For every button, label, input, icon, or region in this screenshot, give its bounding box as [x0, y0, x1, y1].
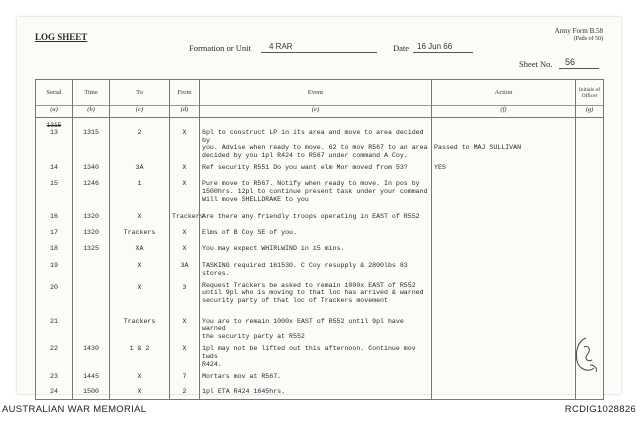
serial-cell: 21 — [36, 312, 73, 341]
serial-value: 13 — [50, 129, 58, 136]
col-letter-g: (g) — [576, 106, 604, 118]
time-cell — [73, 278, 110, 312]
action-cell — [432, 225, 576, 241]
from-cell: X — [170, 241, 200, 257]
time-cell: 1430 — [73, 340, 110, 368]
initials-cell — [576, 159, 604, 177]
col-from-header: From — [170, 80, 200, 106]
to-cell: 2 — [110, 118, 170, 160]
table-row — [36, 159, 604, 177]
table-row — [36, 209, 604, 225]
serial-cell: 16 — [36, 209, 73, 225]
table-row — [36, 312, 604, 341]
to-cell: XA — [110, 241, 170, 257]
col-event-header: Event — [200, 80, 432, 106]
table-row — [36, 384, 604, 399]
time-cell: 1500 — [73, 384, 110, 399]
time-cell — [73, 257, 110, 277]
serial-cell: 15 — [36, 177, 73, 209]
formation-value: 4 RAR — [269, 42, 293, 51]
to-cell: X — [110, 384, 170, 399]
time-cell: 1315 — [73, 118, 110, 160]
column-letter-row — [36, 106, 604, 118]
action-cell: YES — [432, 159, 576, 177]
log-sheet-title: LOG SHEET — [35, 32, 88, 42]
initials-cell — [576, 225, 604, 241]
struck-serial: 1315 — [46, 122, 62, 129]
serial-cell: 14 — [36, 159, 73, 177]
time-cell: 1320 — [73, 225, 110, 241]
archive-reference-id: RCDIG1028826 — [564, 404, 636, 415]
action-cell — [432, 177, 576, 209]
from-cell: 2 — [170, 384, 200, 399]
col-letter-b: (b) — [73, 106, 110, 118]
to-cell: X — [110, 209, 170, 225]
event-cell: TASKING required 161530. C Coy resupply & 2800lbs 83 stores. — [200, 257, 432, 277]
col-serial-header: Serial — [36, 80, 73, 106]
time-cell: 1320 — [73, 209, 110, 225]
event-cell: Are there any friendly troops operating in EAST of R552 — [200, 209, 432, 225]
col-initials-header: Initials of Officer — [576, 80, 604, 106]
from-cell: X — [170, 225, 200, 241]
col-letter-e: (e) — [200, 106, 432, 118]
table-row — [36, 225, 604, 241]
from-cell: 7 — [170, 368, 200, 384]
col-letter-d: (d) — [170, 106, 200, 118]
table-row — [36, 368, 604, 384]
event-cell: 6pl to construct LP in its area and move to area decided by you. Advise when ready to move. 62 to mov R567 to an area decided by you 1pl R424 to R567 under command A Coy. — [200, 118, 432, 160]
log-sheet-page — [17, 17, 621, 394]
serial-cell: 20 — [36, 278, 73, 312]
to-cell: Trackers — [110, 225, 170, 241]
table-row — [36, 257, 604, 277]
initials-cell — [576, 384, 604, 399]
to-cell: 3A — [110, 159, 170, 177]
action-cell — [432, 257, 576, 277]
time-cell: 1340 — [73, 159, 110, 177]
table-row — [36, 340, 604, 368]
col-time-header: Time — [73, 80, 110, 106]
from-cell: 3 — [170, 278, 200, 312]
event-cell: Elms of B Coy SE of you. — [200, 225, 432, 241]
date-underline — [413, 52, 473, 53]
event-cell: Ref security R551 Do you want elm Mor moved from 53? — [200, 159, 432, 177]
col-action-header: Action — [432, 80, 576, 106]
initials-cell — [576, 118, 604, 160]
sheet-no-underline — [559, 68, 599, 69]
col-letter-f: (f) — [432, 106, 576, 118]
event-cell: Request Trackers be asked to remain 1000x EAST of R552 until 9pl who is moving to that loc has arrived & warned security party of that loc of Trackers movement — [200, 278, 432, 312]
time-cell: 1325 — [73, 241, 110, 257]
table-row — [36, 118, 604, 160]
sheet-no-label: Sheet No. — [519, 59, 553, 69]
action-cell — [432, 368, 576, 384]
log-table — [35, 79, 604, 400]
event-cell: 1pl may not be lifted out this afternoon. Continue mov twds R424. — [200, 340, 432, 368]
initials-cell — [576, 241, 604, 257]
time-cell: 1246 — [73, 177, 110, 209]
table-row — [36, 177, 604, 209]
sheet-no-value: 56 — [565, 57, 576, 67]
col-to-header: To — [110, 80, 170, 106]
to-cell: X — [110, 278, 170, 312]
time-cell — [73, 312, 110, 341]
action-cell — [432, 340, 576, 368]
from-cell: X — [170, 177, 200, 209]
from-cell: Trackers — [170, 209, 200, 225]
action-cell: Passed to MAJ SULLIVAN — [432, 118, 576, 160]
serial-cell: 22 — [36, 340, 73, 368]
archive-credit: AUSTRALIAN WAR MEMORIAL — [2, 404, 147, 415]
initials-cell — [576, 177, 604, 209]
serial-cell: 23 — [36, 368, 73, 384]
army-form-reference — [555, 27, 603, 43]
event-cell: Pure move to R567. Notify when ready to move. In pos by 1500hrs. 12pl to continue present task under your command Will move SHELLDRAKE to you — [200, 177, 432, 209]
formation-underline — [261, 52, 377, 53]
table-row — [36, 278, 604, 312]
time-cell: 1445 — [73, 368, 110, 384]
table-row — [36, 241, 604, 257]
form-ref-sub: (Pads of 50) — [573, 36, 603, 42]
event-cell: 1pl ETA R424 1645hrs. — [200, 384, 432, 399]
action-cell — [432, 278, 576, 312]
event-cell: Mortars mov at R567. — [200, 368, 432, 384]
col-letter-a: (a) — [36, 106, 73, 118]
initials-cell — [576, 209, 604, 225]
serial-cell: 24 — [36, 384, 73, 399]
serial-cell: 19 — [36, 257, 73, 277]
to-cell: X — [110, 368, 170, 384]
event-cell: You are to remain 1000x EAST of R552 until 9pl have warned the security party at R552 — [200, 312, 432, 341]
serial-cell — [36, 118, 73, 160]
handwritten-initials-mark — [572, 335, 602, 375]
date-value: 16 Jun 66 — [417, 42, 453, 51]
action-cell — [432, 209, 576, 225]
event-cell: You may expect WHIRLWIND in 15 mins. — [200, 241, 432, 257]
formation-label: Formation or Unit — [189, 43, 251, 53]
initials-cell — [576, 278, 604, 312]
from-cell: X — [170, 159, 200, 177]
serial-cell: 18 — [36, 241, 73, 257]
initials-cell — [576, 257, 604, 277]
action-cell — [432, 241, 576, 257]
from-cell: 3A — [170, 257, 200, 277]
from-cell: X — [170, 118, 200, 160]
to-cell: Trackers — [110, 312, 170, 341]
to-cell: 1 — [110, 177, 170, 209]
action-cell — [432, 312, 576, 341]
date-label: Date — [393, 43, 410, 53]
from-cell: X — [170, 340, 200, 368]
to-cell: 1 & 2 — [110, 340, 170, 368]
column-header-row — [36, 80, 604, 106]
from-cell: X — [170, 312, 200, 341]
serial-cell: 17 — [36, 225, 73, 241]
col-letter-c: (c) — [110, 106, 170, 118]
to-cell: X — [110, 257, 170, 277]
form-ref-line: Army Form B.58 — [554, 27, 603, 35]
action-cell — [432, 384, 576, 399]
